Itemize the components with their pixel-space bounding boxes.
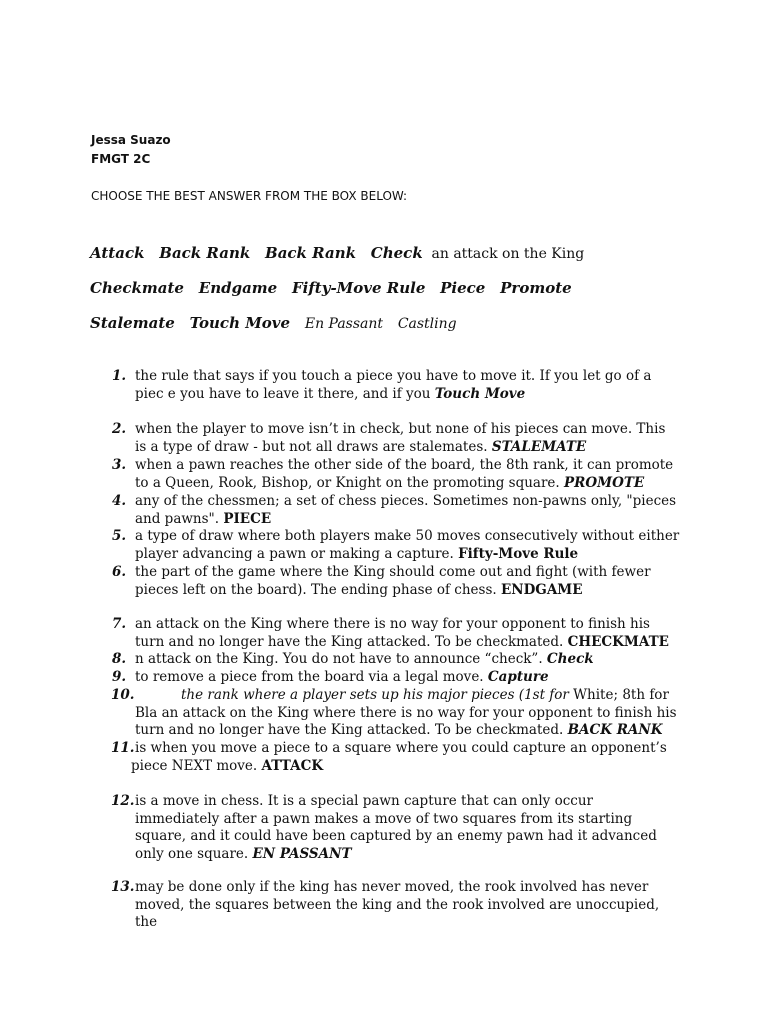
question-number: 10. [111, 687, 135, 703]
choice-check-definition: an attack on the King [431, 246, 585, 262]
question-text: the rule that says if you touch a piece you have to move it. If you let go of a piec e you have to leave it there, and if you [135, 368, 652, 402]
question-text: n attack on the King. You do not have to announce “check”. [135, 651, 547, 667]
question-text-block [135, 564, 680, 599]
answer-text: Touch Move [434, 385, 526, 402]
question-text-block [135, 687, 680, 740]
question-text: the part of the game where the King should come out and fight (with fewer pieces left on the board). The ending phase of chess. [135, 564, 651, 598]
question-text: may be done only if the king has never moved, the rook involved has never moved, the squares between the king and the rook involved are unoccupied, the [135, 879, 660, 930]
question-number: 1. [112, 368, 127, 384]
choice-endgame: Endgame [198, 279, 278, 297]
choice-touch-move: Touch Move [189, 314, 291, 332]
choice-check: Check [370, 244, 423, 262]
answer-text: Check [546, 651, 594, 667]
answer-text: Fifty-Move Rule [458, 545, 579, 562]
question-text-italic: the rank where a player sets up his major pieces (1st for [181, 687, 574, 703]
question-text-block [131, 740, 676, 775]
question-number: 2. [112, 421, 127, 437]
question-text: to remove a piece from the board via a legal move. [135, 669, 488, 685]
choice-fifty-move-rule: Fifty-Move Rule [292, 279, 426, 297]
question-text: is a move in chess. It is a special pawn capture that can only occur immediately after a pawn makes a move of two squares from its starting square, and it could have been captured by an enemy pawn had it advanced only one square. [135, 793, 657, 862]
question-text-block [135, 528, 680, 563]
question-text: when a pawn reaches the other side of the board, the 8th rank, it can promote to a Queen, Rook, Bishop, or Knight on the promoting square. [135, 457, 674, 491]
course-code: FMGT 2C [91, 152, 151, 166]
question-text-block [135, 421, 680, 456]
answer-text: CHECKMATE [567, 633, 669, 650]
question-number: 3. [112, 457, 127, 473]
choice-checkmate: Checkmate [90, 279, 184, 297]
question-text: White; 8th for Bla an attack on the King where there is no way for your opponent to finish his turn and no longer have the King attacked. To be checkmated. [135, 687, 677, 738]
answer-text: PIECE [223, 510, 272, 527]
question-number: 4. [112, 493, 127, 509]
answer-text: BACK RANK [567, 722, 663, 738]
question-text: any of the chessmen; a set of chess pieces. Sometimes non-pawns only, "pieces and pawns". [135, 493, 677, 527]
question-text-block [135, 457, 680, 492]
instruction-text: CHOOSE THE BEST ANSWER FROM THE BOX BELOW: [91, 189, 408, 203]
question-text-block [135, 651, 680, 669]
answer-box-line-3 [90, 314, 467, 332]
question-text-block [135, 616, 680, 651]
answer-text: ENDGAME [500, 581, 583, 598]
question-text: a type of draw where both players make 50 moves consecutively without either player advancing a pawn or making a capture. [135, 528, 680, 562]
choice-piece: Piece [440, 279, 486, 297]
question-number: 5. [112, 528, 127, 544]
question-number: 9. [112, 669, 127, 685]
answer-text: ATTACK [261, 757, 324, 774]
question-text-block [135, 793, 680, 863]
question-text: an attack on the King where there is no way for your opponent to finish his turn and no longer have the King attacked. To be checkmated. [135, 616, 650, 650]
answer-text: Capture [487, 669, 549, 685]
question-number: 6. [112, 564, 127, 580]
answer-text: EN PASSANT [252, 845, 352, 862]
question-number: 8. [112, 651, 127, 667]
question-text-block [135, 368, 680, 403]
question-text-block [135, 879, 680, 932]
choice-en-passant: En Passant [304, 316, 384, 332]
question-text: when the player to move isn’t in check, but none of his pieces can move. This is a type of draw - but not all draws are stalemates. [135, 421, 666, 455]
answer-box-line-1 [90, 244, 594, 262]
answer-text: PROMOTE [564, 474, 645, 491]
answer-box-line-2 [90, 279, 582, 297]
question-text-block [135, 493, 680, 528]
answer-text: STALEMATE [491, 438, 587, 455]
question-number: 7. [112, 616, 127, 632]
question-number: 13. [111, 879, 135, 895]
choice-castling: Castling [397, 316, 457, 332]
choice-back-rank: Back Rank [159, 244, 251, 262]
choice-attack: Attack [90, 244, 145, 262]
choice-stalemate: Stalemate [90, 314, 175, 332]
question-number: 11. [111, 740, 135, 756]
question-number: 12. [111, 793, 135, 809]
question-text: is when you move a piece to a square where you could capture an opponent’s piece NEXT move. [131, 740, 667, 774]
question-text-block [135, 669, 680, 687]
choice-promote: Promote [500, 279, 572, 297]
student-name: Jessa Suazo [91, 133, 171, 147]
choice-back-rank-2: Back Rank [265, 244, 357, 262]
